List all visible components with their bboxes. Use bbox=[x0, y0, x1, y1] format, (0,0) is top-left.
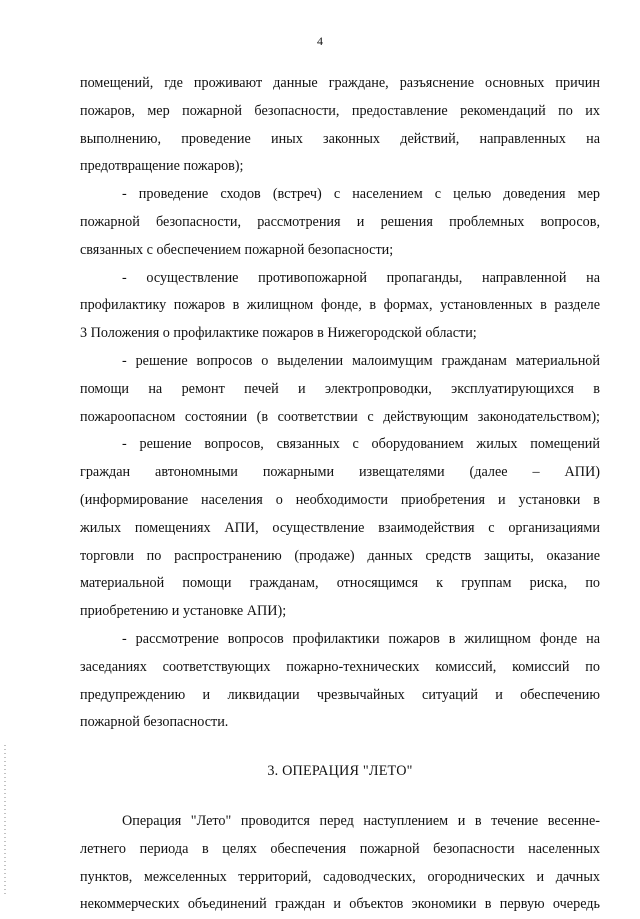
text-line: пожароопасном состоянии (в соответствии с действующим законодательством); bbox=[80, 408, 600, 425]
text-line: 3 Положения о профилактике пожаров в Нижегородской области; bbox=[80, 325, 477, 342]
paragraph-propaganda bbox=[80, 265, 600, 348]
text-line: - решение вопросов о выделении малоимущим гражданам материальной bbox=[122, 352, 600, 369]
page-number: 4 bbox=[317, 34, 323, 48]
paragraph-dwelling-explanation bbox=[80, 70, 600, 181]
text-line: граждан автономными пожарными извещателями (далее – АПИ) bbox=[80, 464, 600, 481]
text-line: пожарной безопасности, рассмотрения и решения проблемных вопросов, bbox=[80, 213, 600, 230]
paragraph-material-aid bbox=[80, 348, 600, 431]
text-line: - проведение сходов (встреч) с населением с целью доведения мер bbox=[122, 186, 600, 203]
text-line: торговли по распространению (продаже) данных средств защиты, оказание bbox=[80, 547, 600, 564]
text-line: жилых помещениях АПИ, осуществление взаимодействия с организациями bbox=[80, 519, 600, 536]
text-line: пожарной безопасности. bbox=[80, 714, 229, 731]
text-line: - рассмотрение вопросов профилактики пожаров в жилищном фонде на bbox=[122, 630, 600, 647]
text-line: материальной помощи гражданам, относящимся к группам риска, по bbox=[80, 575, 600, 592]
text-line: заседаниях соответствующих пожарно-технических комиссий, комиссий по bbox=[80, 658, 600, 675]
paragraph-operation-summer bbox=[80, 808, 600, 919]
document-body bbox=[80, 70, 600, 919]
text-line: Операция "Лето" проводится перед наступлением и в течение весенне- bbox=[122, 812, 600, 829]
text-line: пунктов, межселенных территорий, садоводческих, огороднических и дачных bbox=[80, 868, 600, 885]
text-line: (информирование населения о необходимости приобретения и установки в bbox=[80, 491, 600, 508]
text-line: - осуществление противопожарной пропаганды, направленной на bbox=[122, 269, 600, 286]
text-line: связанных с обеспечением пожарной безопасности; bbox=[80, 241, 394, 258]
text-line: помощи на ремонт печей и электропроводки, эксплуатирующихся в bbox=[80, 380, 600, 397]
text-line: пожаров, мер пожарной безопасности, предоставление рекомендаций по их bbox=[80, 102, 600, 119]
scan-margin-artifact bbox=[4, 745, 6, 895]
paragraph-smoke-detectors bbox=[80, 431, 600, 626]
text-line: некоммерческих объединений граждан и объектов экономики в первую очередь bbox=[80, 896, 600, 913]
text-line: помещений, где проживают данные граждане, разъяснение основных причин bbox=[80, 75, 600, 91]
paragraph-commissions bbox=[80, 626, 600, 737]
text-line: - решение вопросов, связанных с оборудованием жилых помещений bbox=[122, 436, 600, 453]
text-line: летнего периода в целях обеспечения пожарной безопасности населенных bbox=[80, 840, 600, 857]
text-line: профилактику пожаров в жилищном фонде, в формах, установленных в разделе bbox=[80, 297, 600, 314]
text-line: предупреждению и ликвидации чрезвычайных ситуаций и обеспечению bbox=[80, 686, 600, 703]
text-line: приобретению и установке АПИ); bbox=[80, 603, 287, 620]
text-line: выполнению, проведение иных законных действий, направленных на bbox=[80, 130, 600, 147]
paragraph-meetings bbox=[80, 181, 600, 264]
section-heading: 3. ОПЕРАЦИЯ "ЛЕТО" bbox=[267, 763, 413, 780]
text-line: предотвращение пожаров); bbox=[80, 158, 244, 175]
